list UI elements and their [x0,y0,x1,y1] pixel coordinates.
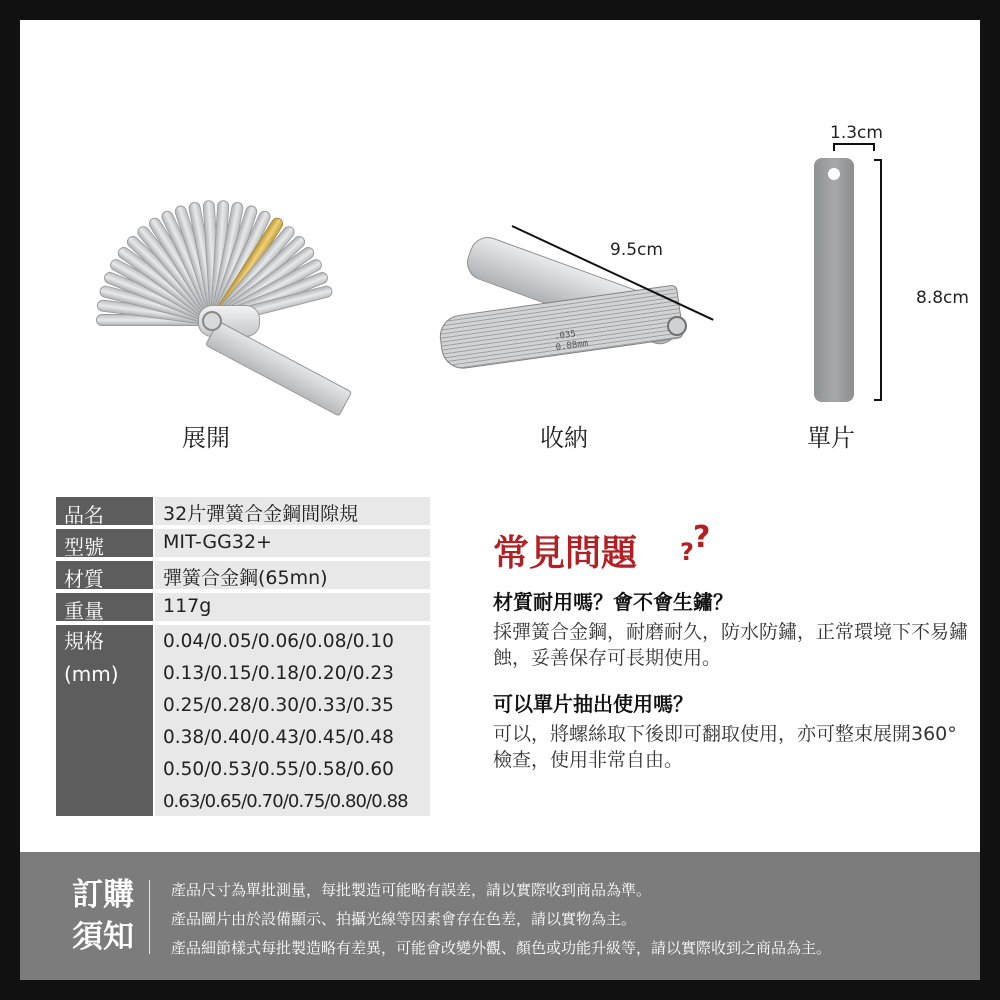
spec-key: 材質 [56,561,153,589]
spec-key: 重量 [56,593,153,621]
faq-question: 材質耐用嗎？會不會生鏽？ [493,590,733,614]
spec-value: 32片彈簧合金鋼間隙規 [155,497,430,525]
size-line: 0.13/0.15/0.18/0.20/0.23 [163,663,394,684]
pivot-screw [667,316,687,336]
size-line: 0.25/0.28/0.30/0.33/0.35 [163,695,394,716]
size-line: 0.04/0.05/0.06/0.08/0.10 [163,631,394,652]
faq-item [493,688,973,773]
blade-length-label: 8.8cm [916,288,969,308]
caption-closed: 收納 [540,424,588,452]
blade-stamp: .035 0.88mm [553,329,589,354]
spec-value: 彈簧合金鋼(65mn) [155,561,430,589]
faq-answer: 可以，將螺絲取下後即可翻取使用，亦可整束展開360°檢查，使用非常自由。 [493,723,957,771]
notice-line: 產品圖片由於設備顯示、拍攝光線等因素會存在色差，請以實物為主。 [171,910,637,928]
blade-hole [828,168,840,180]
spec-value: MIT-GG32+ [155,529,430,557]
faq-question: 可以單片抽出使用嗎？ [493,692,693,716]
faq-title: 常見問題 [493,533,638,574]
closed-length-label: 9.5cm [610,240,663,260]
pivot-screw [202,311,222,331]
spec-key: 型號 [56,529,153,557]
notice-line: 產品細節樣式每批製造略有差異，可能會改變外觀、顏色或功能升級等，請以實際收到之商品為主。 [171,939,832,957]
spec-size-list [155,625,430,816]
faq-question-mark-icon: ? [693,520,711,555]
height-dimension-bracket [874,159,882,401]
notice-title: 訂購須知 [72,877,134,955]
spec-row [56,529,430,557]
size-line: 0.38/0.40/0.43/0.45/0.48 [163,727,394,748]
caption-single: 單片 [807,424,855,452]
size-line: 0.50/0.53/0.55/0.58/0.60 [163,759,394,780]
spec-row [56,593,430,621]
faq-question-mark-icon: ? [680,538,694,566]
faq-answer: 採彈簧合金鋼，耐磨耐久，防水防鏽，正常環境下不易鏽蝕，妥善保存可長期使用。 [493,621,969,669]
spec-key: 品名 [56,497,153,525]
notice-divider [149,880,150,954]
size-line: 0.63/0.65/0.70/0.75/0.80/0.88 [163,791,408,812]
order-notice-banner [20,852,980,980]
spec-row [56,561,430,589]
caption-fan: 展開 [182,424,230,452]
fanned-feeler-gauge-image [90,195,370,410]
gauge-handle [205,321,352,417]
spec-value: 117g [155,593,430,621]
spec-table [56,497,430,820]
faq-item [493,586,973,671]
width-dimension-bracket [833,143,875,151]
notice-lines [171,876,831,963]
spec-row-sizes [56,625,430,816]
blade-width-label: 1.3cm [830,123,883,143]
spec-row [56,497,430,525]
single-blade-image [814,158,854,402]
notice-line: 產品尺寸為單批測量，每批製造可能略有誤差，請以實際收到商品為準。 [171,881,652,899]
spec-key: 規格 (mm) [56,625,153,816]
